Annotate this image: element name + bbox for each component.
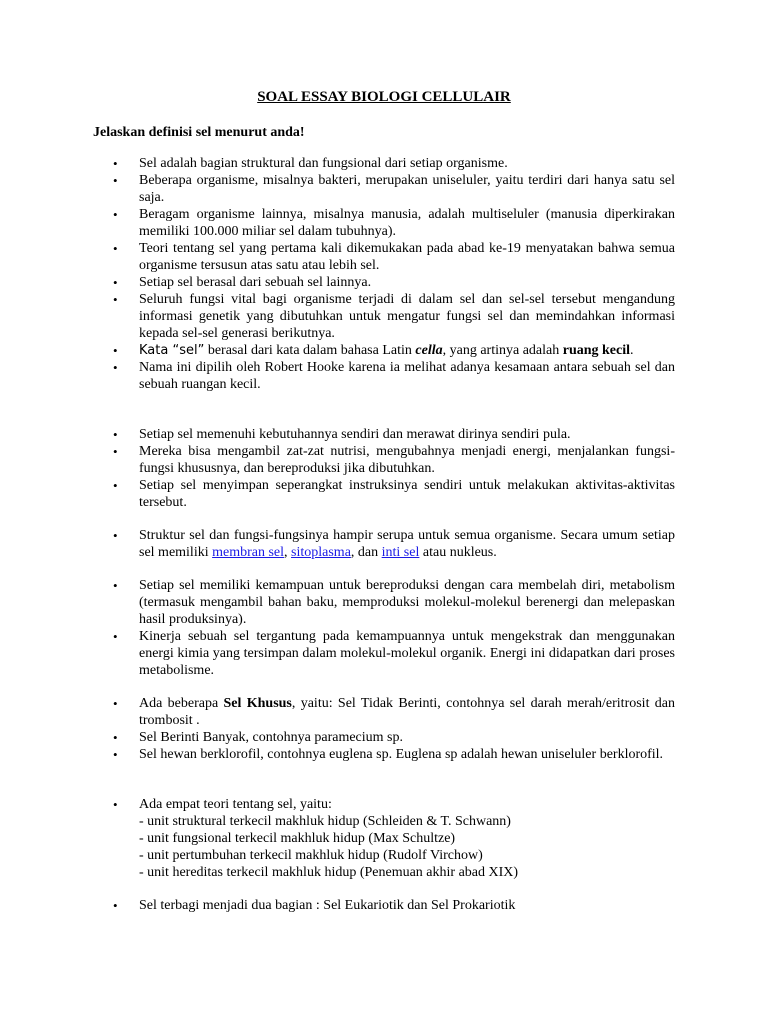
kata-sel-text: Kata “sel” xyxy=(139,343,205,358)
cell-theory-intro: • Ada empat teori tentang sel, yaitu: xyxy=(139,797,332,812)
list-item: • Sel hewan berklorofil, contohnya euglena sp. Euglena sp adalah hewan uniseluler berklorofil. xyxy=(93,746,675,763)
bullet-list-self-sufficiency xyxy=(93,426,675,511)
cell-theory-point: - unit struktural terkecil makhluk hidup (Schleiden & T. Schwann) xyxy=(139,814,511,829)
list-item: • Seluruh fungsi vital bagi organisme terjadi di dalam sel dan sel-sel tersebut mengandung informasi genetik yang dibutuhkan untuk mengatur fungsi sel dan memindahkan informasi kepada sel-sel generasi berikutnya. xyxy=(93,291,675,342)
list-item-text: Ada beberapa xyxy=(139,696,224,711)
list-item-text: , yaitu: Sel Tidak Berinti, contohnya sel darah merah/eritrosit dan trombosit . xyxy=(139,696,676,728)
list-item-text: , xyxy=(284,545,292,560)
list-item-text: , dan xyxy=(350,545,382,560)
membran-sel-link[interactable]: membran sel xyxy=(212,545,285,560)
bullet-list-cell-types xyxy=(93,897,675,914)
list-item: • Sel terbagi menjadi dua bagian : Sel Eukariotik dan Sel Prokariotik xyxy=(93,897,675,914)
list-item-text: berasal dari kata dalam bahasa Latin xyxy=(204,343,416,358)
list-item-text: , yang artinya adalah xyxy=(442,343,563,358)
list-item-text: . xyxy=(630,343,634,358)
list-item: • Setiap sel berasal dari sebuah sel lainnya. xyxy=(93,274,675,291)
bullet-list-structure xyxy=(93,527,675,561)
bullet-list-definition xyxy=(93,155,675,393)
list-item: • Sel Berinti Banyak, contohnya paramecium sp. xyxy=(93,729,675,746)
cell-theory-point: - unit hereditas terkecil makhluk hidup (Penemuan akhir abad XIX) xyxy=(139,865,519,880)
list-item xyxy=(93,796,675,881)
inti-sel-link[interactable]: inti sel xyxy=(381,545,420,560)
list-item xyxy=(93,695,675,729)
list-item: • Beragam organisme lainnya, misalnya manusia, adalah multiseluler (manusia diperkirakan memiliki 100.000 miliar sel dalam tubuhnya). xyxy=(93,206,675,240)
bullet-list-reproduction xyxy=(93,577,675,679)
list-item: • Beberapa organisme, misalnya bakteri, merupakan uniseluler, yaitu terdiri dari hanya satu sel saja. xyxy=(93,172,675,206)
list-item: • Nama ini dipilih oleh Robert Hooke karena ia melihat adanya kesamaan antara sebuah sel dan sebuah ruangan kecil. xyxy=(93,359,675,393)
list-item: • Sel adalah bagian struktural dan fungsional dari setiap organisme. xyxy=(93,155,675,172)
list-item: • Setiap sel memiliki kemampuan untuk bereproduksi dengan cara membelah diri, metabolism (termasuk mengambil bahan baku, memproduksi molekul-molekul berenergi dan melepaskan hasil produksinya). xyxy=(93,577,675,628)
list-item-text: Struktur sel dan fungsi-fungsinya hampir serupa untuk semua organisme. Secara umum setiap sel memiliki xyxy=(139,528,675,560)
list-item: • Setiap sel memenuhi kebutuhannya sendiri dan merawat dirinya sendiri pula. xyxy=(93,426,675,443)
ruang-kecil-term: ruang kecil xyxy=(562,343,631,358)
list-item: • Teori tentang sel yang pertama kali dikemukakan pada abad ke-19 menyatakan bahwa semua organisme tersusun atas satu atau lebih sel. xyxy=(93,240,675,274)
question-text: Jelaskan definisi sel menurut anda! xyxy=(93,125,305,140)
cell-theory-point: - unit fungsional terkecil makhluk hidup (Max Schultze) xyxy=(139,831,456,846)
sitoplasma-link[interactable]: sitoplasma xyxy=(291,545,351,560)
cella-term: cella xyxy=(415,343,443,358)
list-item: • Kinerja sebuah sel tergantung pada kemampuannya untuk mengekstrak dan menggunakan energi kimia yang tersimpan dalam molekul-molekul organik. Energi ini didapatkan dari proses metabolisme. xyxy=(93,628,675,679)
bullet-list-special-cells xyxy=(93,695,675,763)
sel-khusus-term: Sel Khusus xyxy=(223,696,292,711)
list-item: • Mereka bisa mengambil zat-zat nutrisi, mengubahnya menjadi energi, menjalankan fungsi-fungsi khususnya, dan bereproduksi jika dibutuhkan. xyxy=(93,443,675,477)
document-title: SOAL ESSAY BIOLOGI CELLULAIR xyxy=(257,89,511,105)
list-item-text: atau nukleus. xyxy=(419,545,497,560)
list-item xyxy=(93,342,675,359)
cell-theory-point: - unit pertumbuhan terkecil makhluk hidup (Rudolf Virchow) xyxy=(139,848,483,863)
list-item: • Setiap sel menyimpan seperangkat instruksinya sendiri untuk melakukan aktivitas-aktivitas tersebut. xyxy=(93,477,675,511)
bullet-list-cell-theory xyxy=(93,796,675,881)
list-item xyxy=(93,527,675,561)
